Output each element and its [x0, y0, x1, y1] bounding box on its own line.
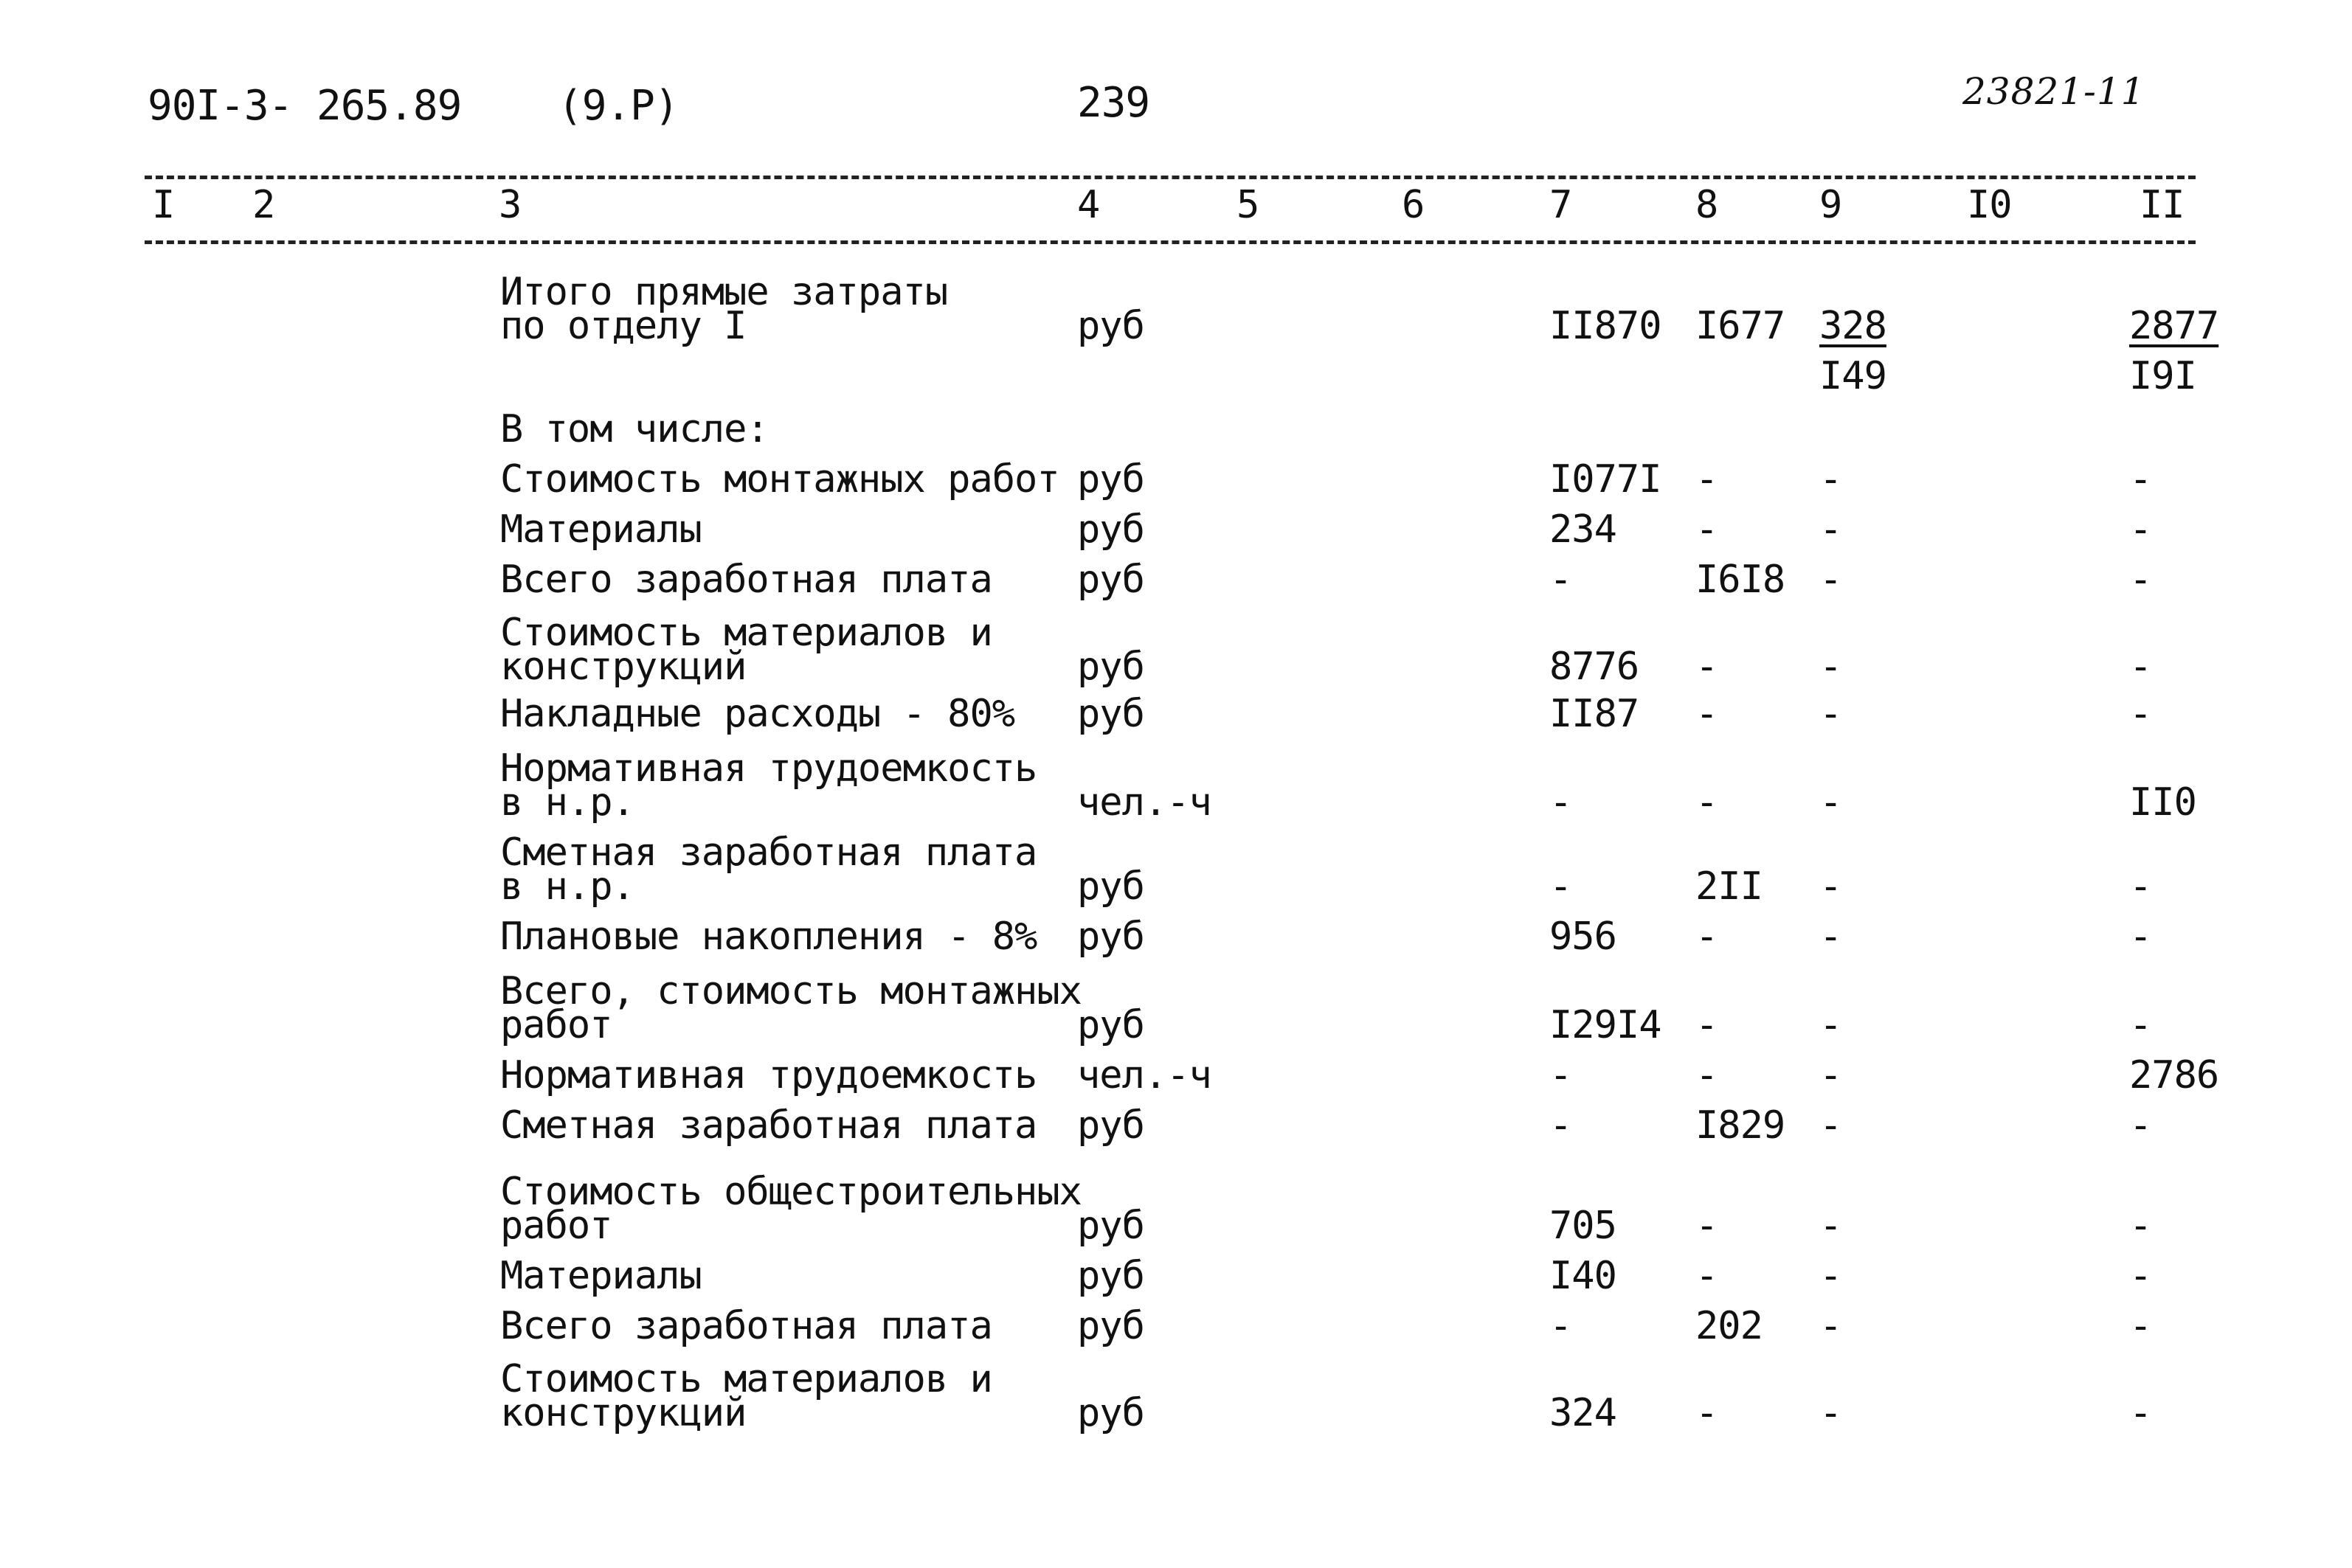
cell-col-9: -: [1819, 864, 1842, 909]
row-unit: руб: [1077, 457, 1144, 502]
row-unit: руб: [1077, 1204, 1144, 1248]
cell-col-8: -: [1695, 1254, 1718, 1298]
cell-col-7: 234: [1549, 507, 1616, 552]
cell-col-9: -: [1819, 1003, 1842, 1047]
row-label: по отделу I: [500, 304, 747, 348]
cell-col-11: -: [2129, 915, 2152, 959]
cell-col-9: -: [1819, 507, 1842, 552]
row-label: работ: [500, 1204, 612, 1248]
cell-col-8: -: [1695, 645, 1718, 689]
cell-col-11: -: [2129, 1254, 2152, 1298]
document-code: 90I-3- 265.89: [148, 82, 462, 130]
row-label: В том числе:: [500, 407, 769, 451]
cell-col-7: 324: [1549, 1391, 1616, 1435]
cell-col-9: -: [1819, 645, 1842, 689]
cell-col-7: -: [1549, 1304, 1572, 1348]
cell-col-8: I6I8: [1695, 558, 1785, 602]
column-header-2: 2: [252, 183, 275, 227]
row-label: конструкций: [500, 645, 747, 689]
column-header-1: I: [152, 183, 175, 227]
row-label: Материалы: [500, 507, 702, 552]
cell-col-7: 705: [1549, 1204, 1616, 1248]
row-unit: руб: [1077, 558, 1144, 602]
cell-col-9: -: [1819, 1391, 1842, 1435]
cell-col-9: 328: [1819, 304, 1886, 348]
cell-col-11: -: [2129, 457, 2152, 502]
cell-col-8: -: [1695, 780, 1718, 825]
row-label: Всего заработная плата: [500, 1304, 992, 1348]
row-unit: руб: [1077, 1103, 1144, 1148]
cell-col-7: -: [1549, 1053, 1572, 1097]
row-unit: руб: [1077, 507, 1144, 552]
cell-col-9: -: [1819, 1204, 1842, 1248]
cell-col-7: 956: [1549, 915, 1616, 959]
row-label: Всего заработная плата: [500, 558, 992, 602]
column-header-9: 9: [1819, 183, 1842, 227]
column-header-7: 7: [1549, 183, 1572, 227]
row-label: Всего, стоимость монтажных: [500, 969, 1082, 1013]
cell-col-11-denominator: I9I: [2129, 354, 2196, 398]
cell-col-7: -: [1549, 864, 1572, 909]
header-bottom-rule: [145, 240, 2196, 244]
cell-col-8: -: [1695, 457, 1718, 502]
cell-col-11: -: [2129, 645, 2152, 689]
column-header-6: 6: [1402, 183, 1425, 227]
cell-col-9: -: [1819, 1103, 1842, 1148]
column-header-8: 8: [1695, 183, 1718, 227]
cell-col-7: I40: [1549, 1254, 1616, 1298]
cell-col-9: -: [1819, 1053, 1842, 1097]
row-label: Стоимость материалов и: [500, 1357, 992, 1401]
cell-col-9: -: [1819, 780, 1842, 825]
row-label: работ: [500, 1003, 612, 1047]
cell-col-11: -: [2129, 692, 2152, 736]
row-label: Стоимость общестроительных: [500, 1170, 1082, 1214]
cell-col-9: -: [1819, 915, 1842, 959]
cell-col-7: II870: [1549, 304, 1661, 348]
row-unit: руб: [1077, 1003, 1144, 1047]
header-top-rule: [145, 176, 2196, 179]
row-label: Материалы: [500, 1254, 702, 1298]
page-number: 239: [1077, 79, 1150, 127]
cell-col-9: -: [1819, 558, 1842, 602]
row-unit: руб: [1077, 1254, 1144, 1298]
cell-col-7: II87: [1549, 692, 1639, 736]
row-label: Плановые накопления - 8%: [500, 915, 1037, 959]
row-unit: руб: [1077, 645, 1144, 689]
row-label: Нормативная трудоемкость: [500, 1053, 1037, 1097]
column-header-5: 5: [1236, 183, 1259, 227]
cell-col-11: -: [2129, 1204, 2152, 1248]
row-unit: руб: [1077, 915, 1144, 959]
row-unit: руб: [1077, 864, 1144, 909]
cell-col-11: -: [2129, 1103, 2152, 1148]
column-header-3: 3: [499, 183, 522, 227]
cell-col-8: -: [1695, 1391, 1718, 1435]
row-unit: чел.-ч: [1077, 780, 1211, 825]
row-label: конструкций: [500, 1391, 747, 1435]
column-header-10: I0: [1967, 183, 2012, 227]
cell-col-11: -: [2129, 1391, 2152, 1435]
column-header-11: II: [2140, 183, 2185, 227]
row-unit: руб: [1077, 304, 1144, 348]
row-label: в н.р.: [500, 780, 634, 825]
row-unit: чел.-ч: [1077, 1053, 1211, 1097]
row-label: Стоимость монтажных работ: [500, 457, 1059, 502]
cell-col-11: -: [2129, 507, 2152, 552]
cell-col-9: -: [1819, 692, 1842, 736]
cell-col-7: I29I4: [1549, 1003, 1661, 1047]
cell-col-9: -: [1819, 457, 1842, 502]
cell-col-11: -: [2129, 1003, 2152, 1047]
row-label: Сметная заработная плата: [500, 830, 1037, 875]
cell-col-11: -: [2129, 864, 2152, 909]
cell-col-7: -: [1549, 558, 1572, 602]
cell-col-8: -: [1695, 507, 1718, 552]
row-label: Накладные расходы - 80%: [500, 692, 1015, 736]
cell-col-7: I077I: [1549, 457, 1661, 502]
cell-col-7: -: [1549, 1103, 1572, 1148]
cell-col-9-denominator: I49: [1819, 354, 1886, 398]
handwritten-stamp: 23821-11: [1962, 70, 2145, 113]
cell-col-8: -: [1695, 1204, 1718, 1248]
cell-col-11: -: [2129, 1304, 2152, 1348]
cell-col-11: II0: [2129, 780, 2196, 825]
cell-col-8: -: [1695, 1003, 1718, 1047]
cell-col-8: 202: [1695, 1304, 1763, 1348]
cell-col-7: -: [1549, 780, 1572, 825]
cell-col-11: 2786: [2129, 1053, 2219, 1097]
cell-col-8: -: [1695, 1053, 1718, 1097]
column-header-4: 4: [1077, 183, 1100, 227]
row-label: Итого прямые затраты: [500, 270, 948, 314]
cell-col-11: -: [2129, 558, 2152, 602]
cell-col-8: -: [1695, 692, 1718, 736]
row-unit: руб: [1077, 692, 1144, 736]
cell-col-9: -: [1819, 1254, 1842, 1298]
cell-col-8: I829: [1695, 1103, 1785, 1148]
row-label: Сметная заработная плата: [500, 1103, 1037, 1148]
row-unit: руб: [1077, 1391, 1144, 1435]
cell-col-7: 8776: [1549, 645, 1639, 689]
section-label: (9.P): [558, 82, 679, 130]
row-label: Стоимость материалов и: [500, 611, 992, 655]
row-label: Нормативная трудоемкость: [500, 746, 1037, 791]
cell-col-8: -: [1695, 915, 1718, 959]
row-label: в н.р.: [500, 864, 634, 909]
row-unit: руб: [1077, 1304, 1144, 1348]
cell-col-8: 2II: [1695, 864, 1763, 909]
cell-col-11: 2877: [2129, 304, 2219, 348]
cell-col-9: -: [1819, 1304, 1842, 1348]
cell-col-8: I677: [1695, 304, 1785, 348]
